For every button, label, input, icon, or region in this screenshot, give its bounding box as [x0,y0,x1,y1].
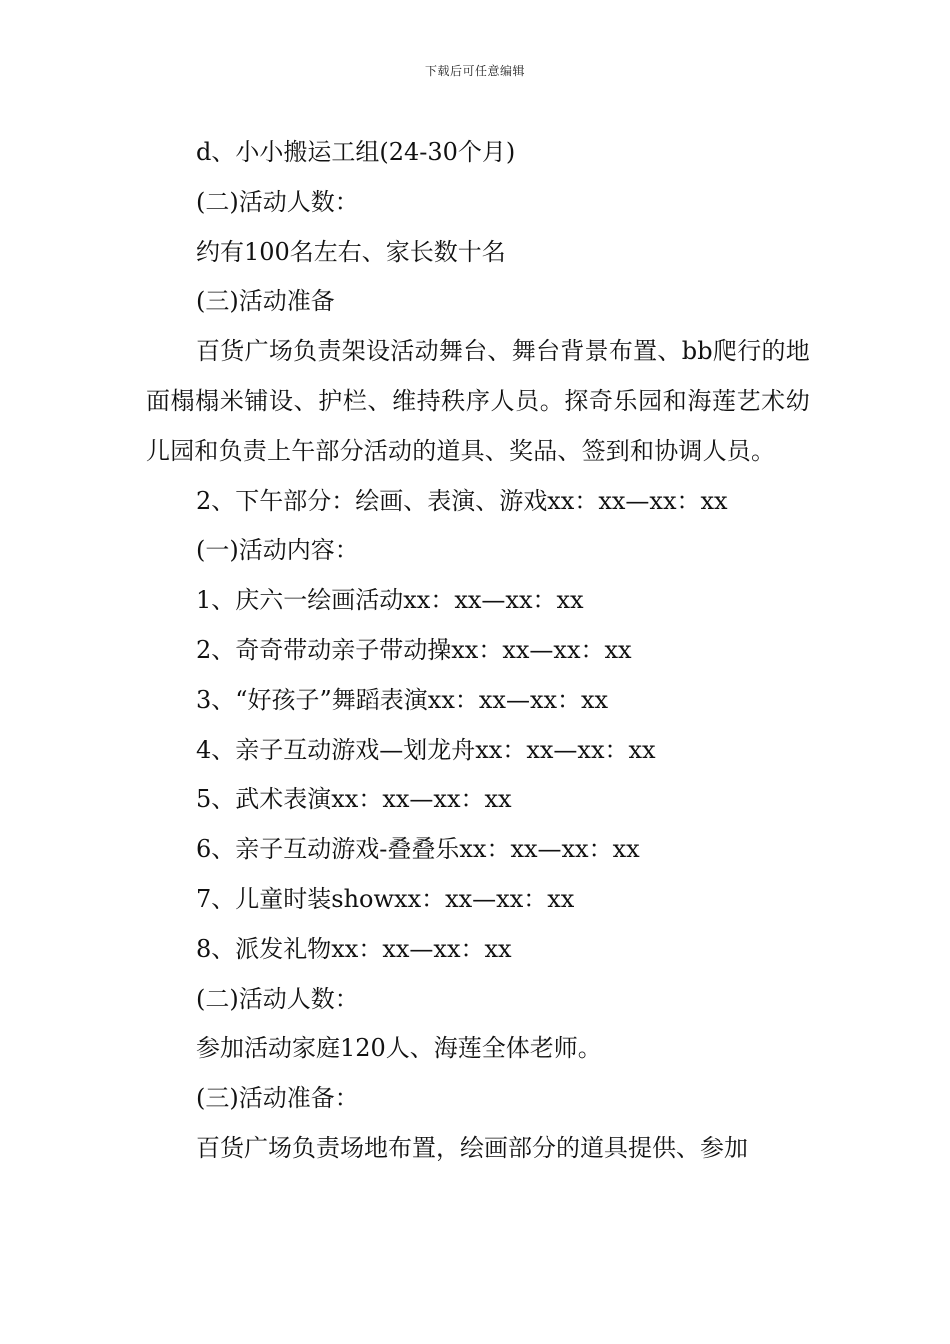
section-heading: (三)活动准备： [196,1084,359,1113]
section-heading: (二)活动人数： [196,984,359,1013]
paragraph: 百货广场负责架设活动舞台、舞台背景布置、bb爬行的地面榻榻米铺设、护栏、维持秩序人员。探奇乐园和海莲艺术幼儿园和负责上午部分活动的道具、奖品、签到和协调人员。 [146,337,810,465]
text-line: d、小小搬运工组(24-30个月) [196,138,516,166]
list-item: 7、儿童时装showxx：xx—xx：xx [196,884,575,913]
text-line: 约有100名左右、家长数十名 [196,237,506,266]
list-item: 5、武术表演xx：xx—xx：xx [196,785,512,814]
list-item: 6、亲子互动游戏-叠叠乐xx：xx—xx：xx [196,835,640,864]
section-heading: (三)活动准备 [196,287,335,316]
list-item: 2、奇奇带动亲子带动操xx：xx—xx：xx [196,635,632,664]
document-body [146,128,810,1174]
list-item: 3、“好孩子”舞蹈表演xx：xx—xx：xx [196,685,609,714]
list-item: 1、庆六一绘画活动xx：xx—xx：xx [196,586,584,615]
section-heading: (一)活动内容： [196,536,359,565]
text-line: 百货广场负责场地布置，绘画部分的道具提供、参加 [196,1133,748,1162]
list-item: 4、亲子互动游戏—划龙舟xx：xx—xx：xx [196,735,656,764]
text-line: 参加活动家庭120人、海莲全体老师。 [196,1034,602,1063]
section-heading: (二)活动人数： [196,187,359,216]
list-item: 8、派发礼物xx：xx—xx：xx [196,934,512,963]
section-heading: 2、下午部分：绘画、表演、游戏xx：xx—xx：xx [196,486,728,515]
page-header: 下载后可任意编辑 [424,64,525,78]
